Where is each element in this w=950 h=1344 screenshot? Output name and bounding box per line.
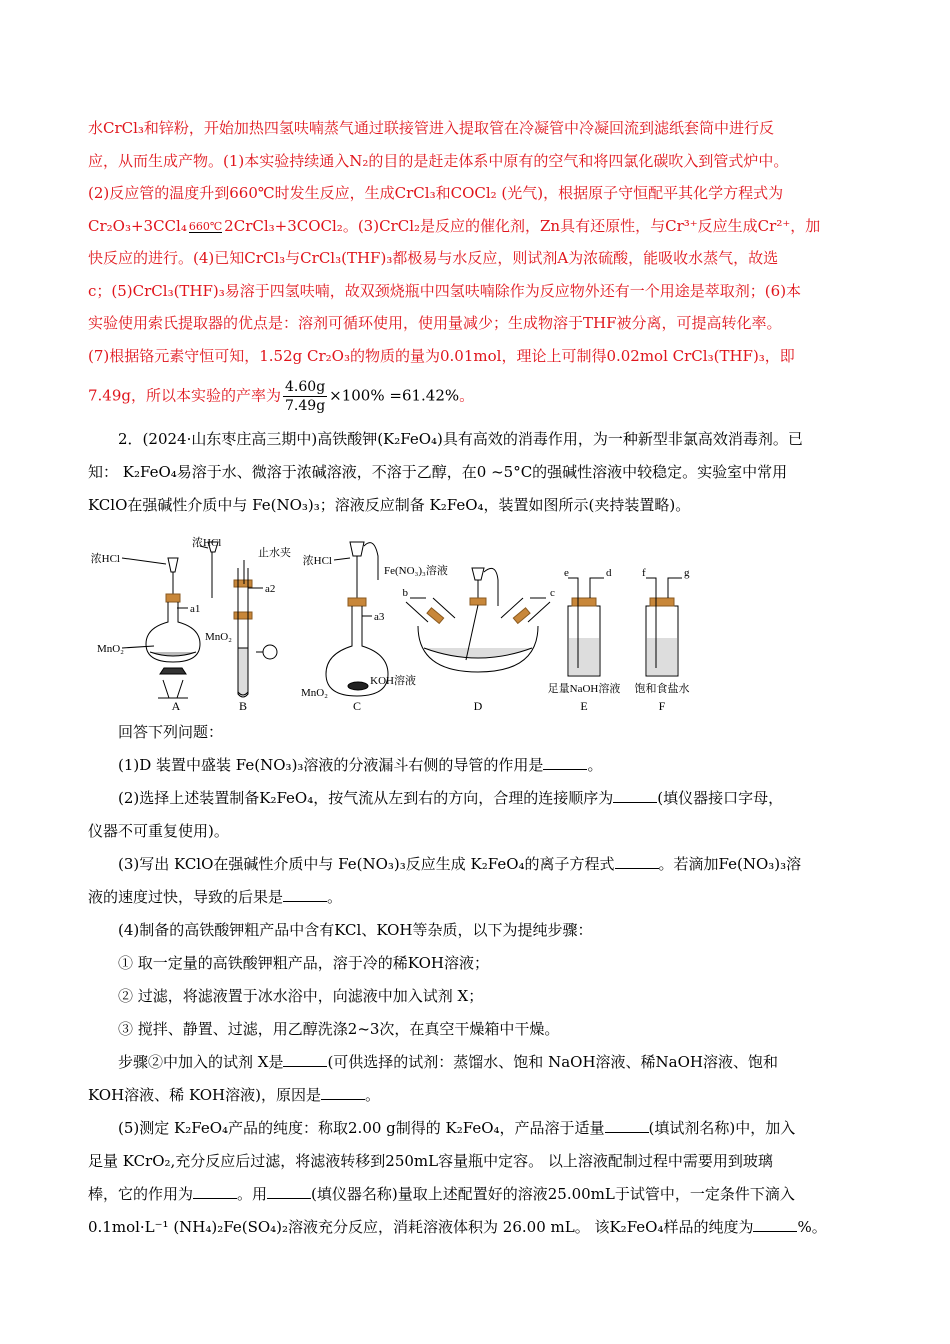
solution-equation-line	[88, 210, 863, 243]
sub-question-2-cont: 仪器不可重复使用)。	[88, 822, 229, 840]
sub-question-1: (1)D 装置中盛装 Fe(NO₃)₃溶液的分液漏斗右侧的导管的作用是 。	[118, 756, 603, 774]
question-intro-line: KClO在强碱性介质中与 Fe(NO₃)₃；溶液反应制备 K₂FeO₄，装置如图所示(夹持装置略)。	[88, 496, 691, 514]
question-intro-line: 2．(2024·山东枣庄高三期中)高铁酸钾(K₂FeO₄)具有高效的消毒作用，为一种新型非氯高效消毒剂。已	[118, 430, 803, 448]
sub-question-3: (3)写出 KClO在强碱性介质中与 Fe(NO₃)₃反应生成 K₂FeO₄的离子方程式 。若滴加Fe(NO₃)₃溶	[118, 855, 802, 873]
label-b-a2: a2	[265, 583, 276, 595]
answer-blank[interactable]	[283, 887, 327, 902]
label-d-koh: KOH溶液	[370, 675, 416, 687]
caption-c: C	[352, 699, 362, 713]
yield-line: 7.49g，所以本实验的产率为 $\frac{4.60g}{7.49g}$ ×100% =61.42%。	[88, 379, 475, 414]
label-c-a3: a3	[374, 611, 385, 623]
equation-left: Cr₂O₃+3CCl₄	[88, 216, 187, 235]
sub-question-4: (4)制备的高铁酸钾粗产品中含有KCl、KOH等杂质，以下为提纯步骤：	[118, 921, 593, 939]
solution-line: 应，从而生成产物。(1)本实验持续通入N₂的目的是赶走体系中原有的空气和将四氯化碳吹入到管式炉中。	[88, 151, 789, 170]
answer-blank[interactable]	[283, 1052, 327, 1067]
yield-fraction: $\frac{4.60g}{7.49g}$	[285, 379, 326, 414]
equation-right: 2CrCl₃+3COCl₂。(3)CrCl₂是反应的催化剂，Zn具有还原性，与Cr³⁺反应生成Cr²⁺，加	[224, 216, 821, 235]
answer-blank[interactable]	[543, 755, 587, 770]
answer-blank[interactable]	[613, 788, 657, 803]
sub-question-5-cont: 足量 KCrO₂,充分反应后过滤，将滤液转移到250mL容量瓶中定容。 以上溶液配制过程中需要用到玻璃	[88, 1152, 773, 1170]
sub-question-5-cont: 棒，它的作用为 。用 (填仪器名称)量取上述配置好的溶液25.00mL于试管中，一定条件下滴入	[88, 1185, 795, 1203]
label-d-c: c	[550, 587, 555, 599]
document-page	[88, 112, 863, 1244]
sub-question-3-cont: 液的速度过快，导致的后果是 。	[88, 888, 343, 906]
label-e-d: d	[606, 567, 612, 579]
label-a-mno2: MnO₂	[96, 643, 124, 655]
apparatus-figure	[88, 528, 863, 713]
apparatus-f	[646, 578, 682, 676]
label-b-mno2: MnO₂	[204, 631, 232, 643]
label-a-hcl: 浓HCl	[90, 553, 120, 565]
label-d-b: b	[402, 587, 408, 599]
solution-line: 实验使用索氏提取器的优点是：溶剂可循环使用，使用量减少；生成物溶于THF被分离，可提高转化率。	[88, 314, 782, 332]
solution-line: (2)反应管的温度升到660℃时发生反应，生成CrCl₃和COCl₂ (光气)，根据原子守恒配平其化学方程式为	[88, 184, 784, 202]
step-item: ③ 搅拌、静置、过滤，用乙醇洗涤2~3次，在真空干燥箱中干燥。	[118, 1020, 560, 1038]
answer-blank[interactable]	[605, 1118, 649, 1133]
question-intro-line: 知： K₂FeO₄易溶于水、微溶于浓碱溶液，不溶于乙醇，在0 ~5°C的强碱性溶液中较稳定。实验室中常用	[88, 463, 788, 481]
answer-blank[interactable]	[267, 1184, 311, 1199]
caption-e: E	[580, 699, 588, 713]
label-b-clamp: 止水夹	[258, 547, 291, 559]
apparatus-e	[568, 578, 604, 676]
sub-question-5-cont: 0.1mol·L⁻¹ (NH₄)₂Fe(SO₄)₂溶液充分反应，消耗溶液体积为 26.00 mL。 该K₂FeO₄样品的纯度为 %。	[88, 1218, 827, 1236]
label-b-hcl: 浓HCl	[192, 537, 222, 549]
step-item: ② 过滤，将滤液置于冰水浴中，向滤液中加入试剂 X；	[118, 987, 484, 1005]
question-block	[88, 423, 863, 1244]
sub-question-2: (2)选择上述装置制备K₂FeO₄，按气流从左到右的方向，合理的连接顺序为 (填仪器接口字母，	[118, 789, 784, 807]
label-c-hcl: 浓HCl	[302, 555, 332, 567]
answer-blank[interactable]	[193, 1184, 237, 1199]
step-item: ① 取一定量的高铁酸钾粗产品，溶于冷的稀KOH溶液；	[118, 954, 489, 972]
solution-line: 水CrCl₃和锌粉，开始加热四氢呋喃蒸气通过联接管进入提取管在冷凝管中冷凝回流到滤纸套筒中进行反	[88, 119, 774, 137]
sub-question-4b-cont: KOH溶液、稀 KOH溶液)，原因是 。	[88, 1086, 381, 1104]
label-c-mno2: MnO₂	[300, 687, 328, 699]
caption-f: F	[658, 699, 666, 713]
caption-b: B	[238, 699, 248, 713]
caption-a: A	[171, 699, 181, 713]
apparatus-d	[406, 568, 550, 672]
apparatus-a	[122, 558, 200, 698]
solution-line: 快反应的进行。(4)已知CrCl₃与CrCl₃(THF)₃都极易与水反应，则试剂A为浓硫酸，能吸收水蒸气，故选	[88, 249, 779, 267]
sub-question-4b: 步骤②中加入的试剂 X是 (可供选择的试剂：蒸馏水、饱和 NaOH溶液、稀NaOH溶液、饱和	[118, 1053, 778, 1071]
label-f-sol: 饱和食盐水	[634, 683, 690, 695]
answer-blank[interactable]	[615, 854, 659, 869]
answer-blank[interactable]	[321, 1085, 365, 1100]
apparatus-diagram	[88, 528, 863, 713]
heating-condition: 660℃	[188, 219, 223, 233]
answer-prompt: 回答下列问题：	[118, 723, 224, 741]
solution-block	[88, 112, 863, 415]
label-f-f: f	[642, 567, 646, 579]
apparatus-b	[200, 542, 277, 697]
label-e-sol: 足量NaOH溶液	[547, 683, 621, 695]
caption-d: D	[473, 699, 483, 713]
label-d-fe: Fe(NO₃)₃溶液	[384, 565, 448, 577]
solution-line: c；(5)CrCl₃(THF)₃易溶于四氢呋喃，故双颈烧瓶中四氢呋喃除作为反应物外还有一个用途是萃取剂；(6)本	[88, 281, 802, 300]
answer-blank[interactable]	[753, 1217, 797, 1232]
solution-line: (7)根据铬元素守恒可知，1.52g Cr₂O₃的物质的量为0.01mol，理论上可制得0.02mol CrCl₃(THF)₃，即	[88, 346, 795, 365]
sub-question-5: (5)测定 K₂FeO₄产品的纯度：称取2.00 g制得的 K₂FeO₄，产品溶于适量 (填试剂名称)中，加入	[118, 1119, 796, 1137]
label-f-g: g	[684, 567, 690, 579]
label-e-e: e	[564, 567, 569, 579]
label-a-a1: a1	[190, 603, 201, 615]
